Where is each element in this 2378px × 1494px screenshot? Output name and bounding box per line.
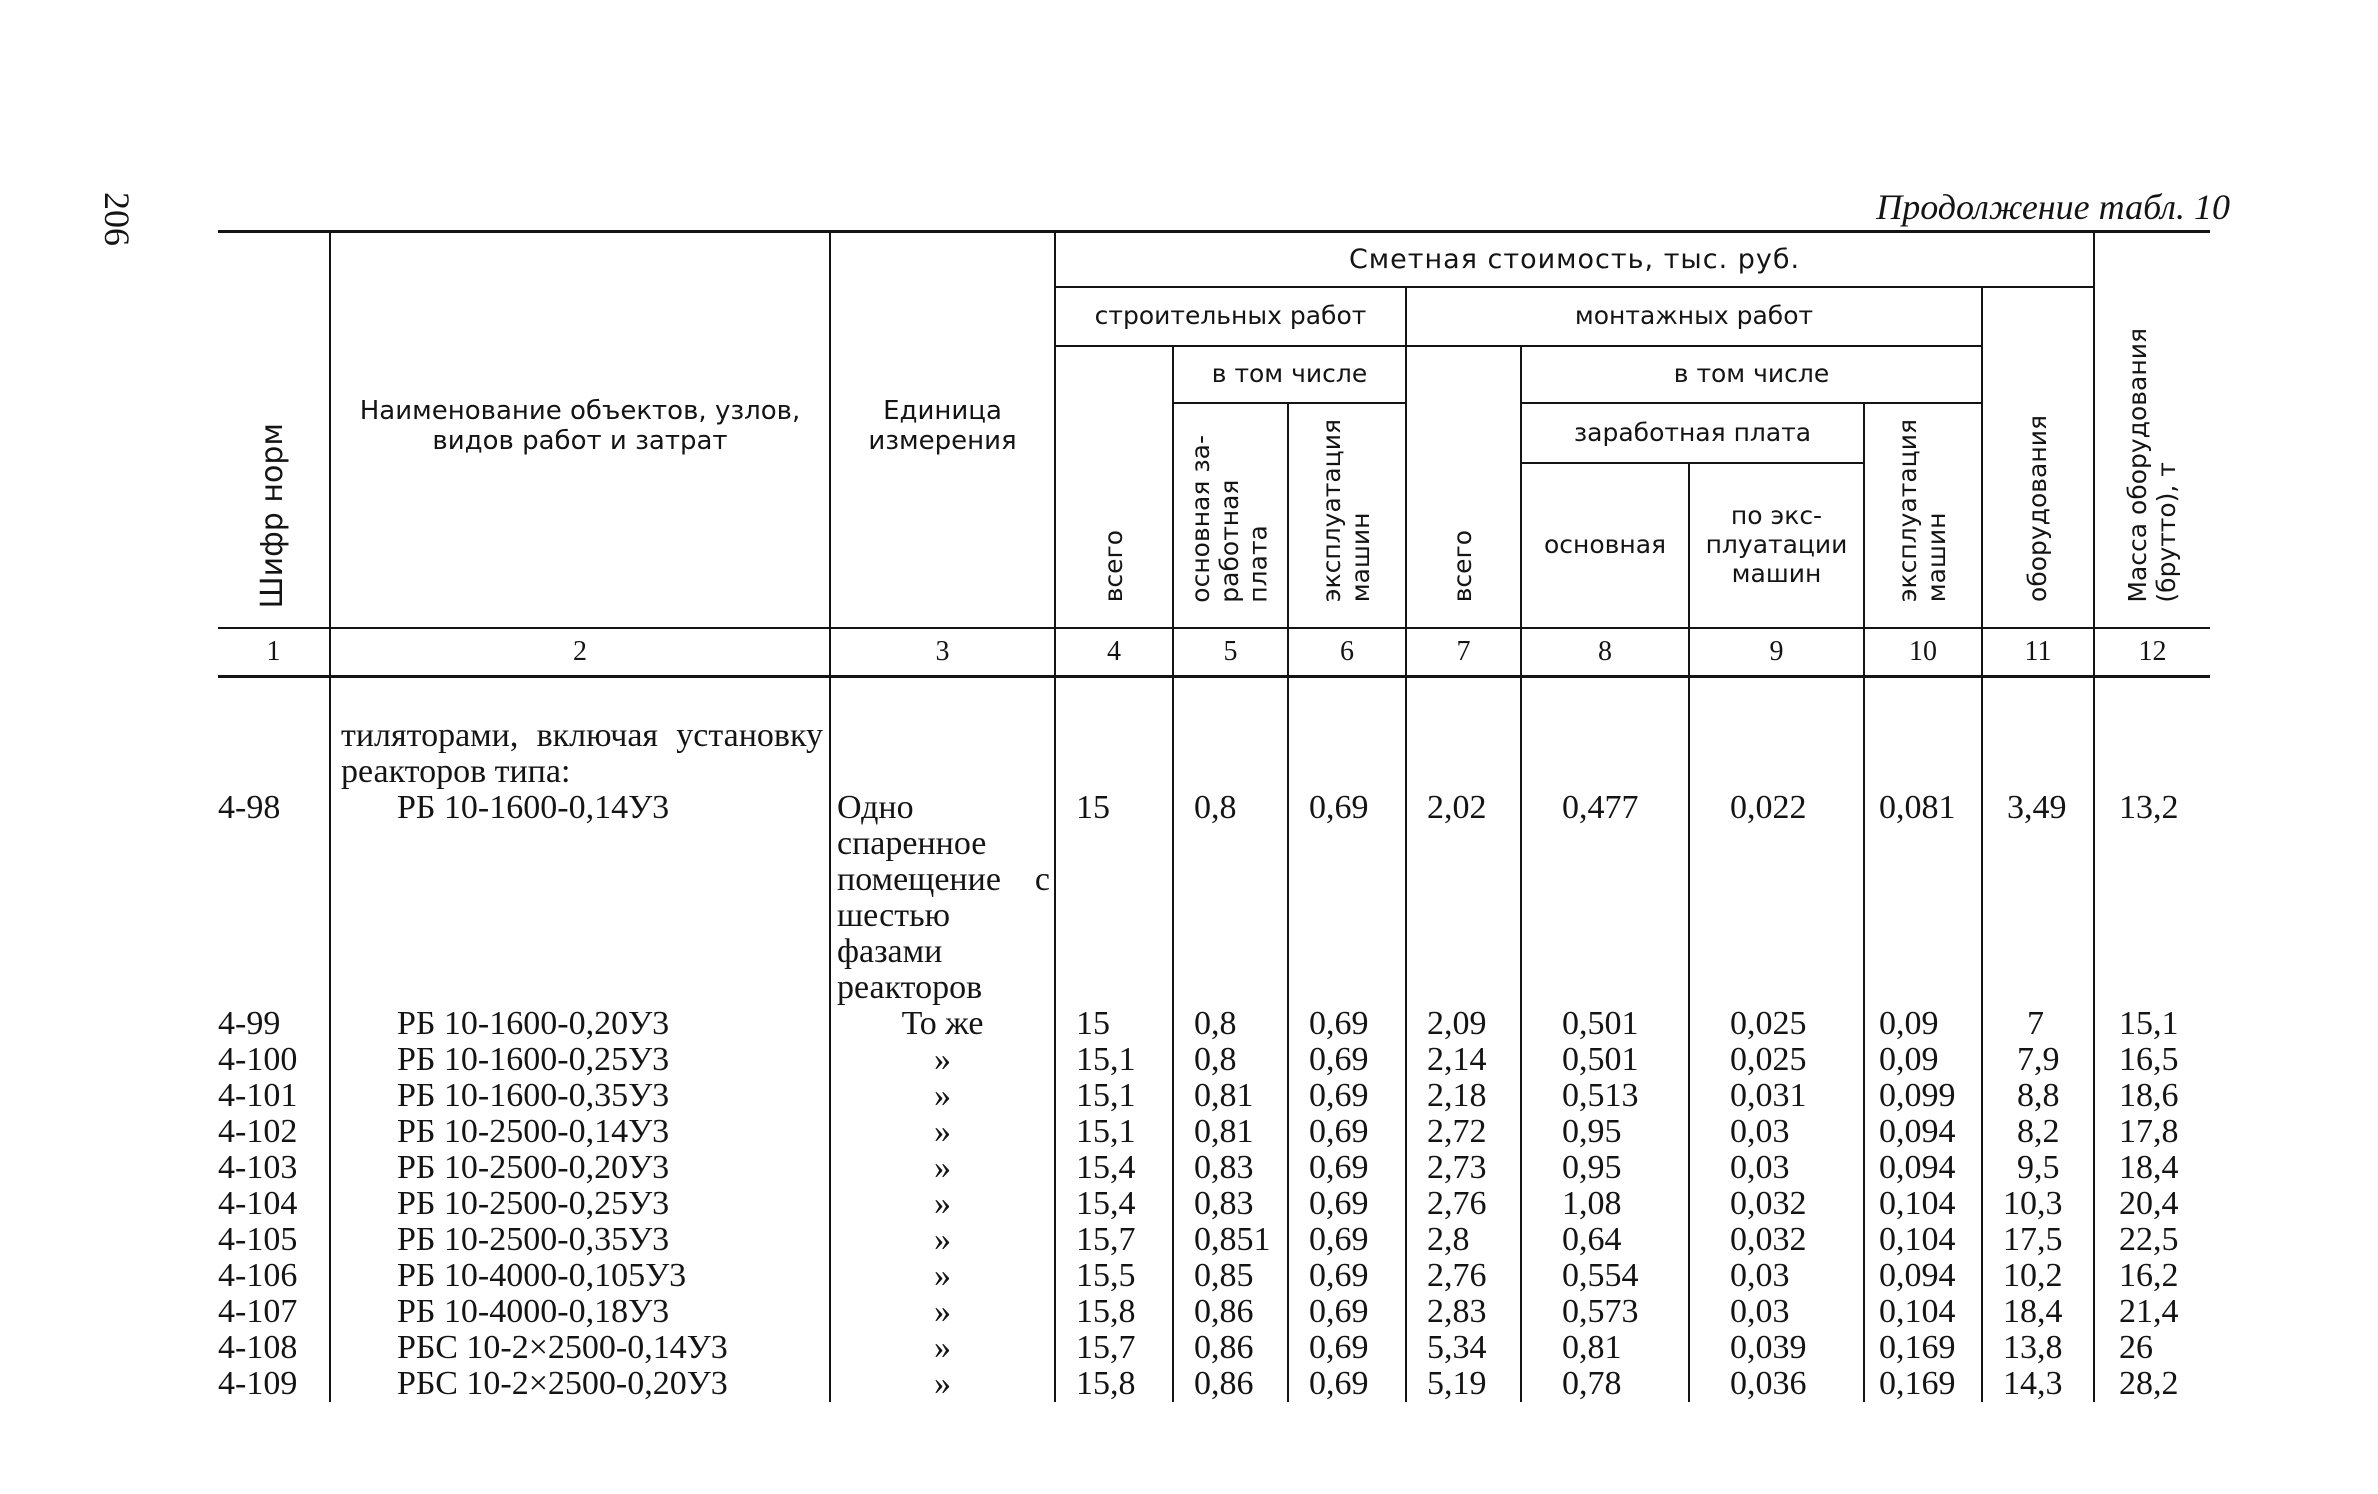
row-code: 4-109 — [218, 1365, 298, 1402]
row-c8: 0,78 — [1521, 1366, 1689, 1402]
row-c9: 0,039 — [1689, 1330, 1864, 1366]
row-c4: 15,7 — [1055, 1330, 1173, 1366]
header-c7-label: всего — [1448, 529, 1478, 603]
row-c6: 0,69 — [1288, 1222, 1406, 1258]
header-incl-a: в том числе — [1173, 346, 1406, 403]
row-name: РБ 10-1600-0,35У3 — [330, 1078, 830, 1114]
intro-text: тиляторами, включая установку реакторов типа: — [330, 677, 830, 791]
row-unit: Одно спаренное помещение с шестью фазами реакторов — [830, 790, 1055, 1006]
row-c12: 16,5 — [2094, 1042, 2210, 1078]
header-c5 — [1173, 403, 1288, 628]
row-c5: 0,86 — [1173, 1330, 1288, 1366]
row-c8: 0,64 — [1521, 1222, 1689, 1258]
row-name: РБ 10-4000-0,18У3 — [330, 1294, 830, 1330]
row-c5: 0,81 — [1173, 1078, 1288, 1114]
row-code: 4-102 — [218, 1113, 298, 1150]
row-c12: 15,1 — [2094, 1006, 2210, 1042]
row-name: РБС 10-2×2500-0,20У3 — [330, 1366, 830, 1402]
row-c8: 0,573 — [1521, 1294, 1689, 1330]
table-row — [218, 1222, 2210, 1258]
row-c4: 15,4 — [1055, 1186, 1173, 1222]
row-code: 4-104 — [218, 1185, 298, 1222]
row-c4: 15 — [1055, 1006, 1173, 1042]
table-row — [218, 1294, 2210, 1330]
row-code: 4-105 — [218, 1221, 298, 1258]
row-c11: 10,2 — [1982, 1258, 2094, 1294]
row-name: РБ 10-2500-0,25У3 — [330, 1186, 830, 1222]
row-code: 4-107 — [218, 1293, 298, 1330]
header-c11 — [1982, 287, 2094, 629]
table-row — [218, 1042, 2210, 1078]
row-c5: 0,851 — [1173, 1222, 1288, 1258]
header-code-label: Шифр норм — [255, 422, 291, 609]
page-number: 206 — [97, 192, 137, 246]
row-name: РБ 10-1600-0,25У3 — [330, 1042, 830, 1078]
row-c10: 0,094 — [1864, 1150, 1982, 1186]
row-c8: 0,477 — [1521, 790, 1689, 1006]
row-c10: 0,104 — [1864, 1222, 1982, 1258]
row-c7: 2,02 — [1406, 790, 1521, 1006]
row-c5: 0,86 — [1173, 1294, 1288, 1330]
colnum: 5 — [1173, 628, 1288, 677]
row-unit: » — [830, 1294, 1055, 1330]
row-c9: 0,032 — [1689, 1222, 1864, 1258]
colnum: 7 — [1406, 628, 1521, 677]
header-wages: заработная плата — [1521, 403, 1864, 463]
colnum: 2 — [330, 628, 830, 677]
cost-table-grid — [218, 230, 2210, 1402]
header-incl-b: в том числе — [1521, 346, 1982, 403]
row-unit: » — [830, 1222, 1055, 1258]
row-c11: 7,9 — [1982, 1042, 2094, 1078]
row-c12: 17,8 — [2094, 1114, 2210, 1150]
row-c11: 7 — [1982, 1006, 2094, 1042]
row-c5: 0,85 — [1173, 1258, 1288, 1294]
row-c12: 28,2 — [2094, 1366, 2210, 1402]
row-unit: » — [830, 1258, 1055, 1294]
row-c11: 17,5 — [1982, 1222, 2094, 1258]
row-c7: 2,14 — [1406, 1042, 1521, 1078]
header-install: монтажных работ — [1406, 287, 1982, 347]
row-c7: 2,18 — [1406, 1078, 1521, 1114]
table-header — [218, 232, 2210, 629]
row-c5: 0,8 — [1173, 1042, 1288, 1078]
row-c4: 15,8 — [1055, 1294, 1173, 1330]
header-c6-label: эксплуатация машин — [1317, 419, 1375, 603]
header-cost-group: Сметная стоимость, тыс. руб. — [1055, 232, 2094, 287]
row-code: 4-108 — [218, 1329, 298, 1366]
row-code: 4-101 — [218, 1077, 298, 1114]
table-row — [218, 1150, 2210, 1186]
header-construction: строительных работ — [1055, 287, 1406, 347]
table-row — [218, 1186, 2210, 1222]
row-c6: 0,69 — [1288, 1114, 1406, 1150]
row-c4: 15,1 — [1055, 1114, 1173, 1150]
row-c6: 0,69 — [1288, 1078, 1406, 1114]
table-row — [218, 1078, 2210, 1114]
row-unit: » — [830, 1078, 1055, 1114]
row-c7: 5,19 — [1406, 1366, 1521, 1402]
row-c8: 0,95 — [1521, 1114, 1689, 1150]
row-c7: 5,34 — [1406, 1330, 1521, 1366]
row-c6: 0,69 — [1288, 790, 1406, 1006]
row-c10: 0,09 — [1864, 1006, 1982, 1042]
row-c6: 0,69 — [1288, 1150, 1406, 1186]
row-c10: 0,09 — [1864, 1042, 1982, 1078]
colnum: 4 — [1055, 628, 1173, 677]
row-code: 4-99 — [218, 1005, 281, 1042]
row-c8: 0,501 — [1521, 1042, 1689, 1078]
row-c8: 0,501 — [1521, 1006, 1689, 1042]
row-c12: 18,4 — [2094, 1150, 2210, 1186]
row-c9: 0,025 — [1689, 1042, 1864, 1078]
row-c9: 0,025 — [1689, 1006, 1864, 1042]
row-c9: 0,036 — [1689, 1366, 1864, 1402]
row-c6: 0,69 — [1288, 1186, 1406, 1222]
row-c11: 13,8 — [1982, 1330, 2094, 1366]
row-unit: То же — [830, 1006, 1055, 1042]
row-c7: 2,76 — [1406, 1258, 1521, 1294]
table-body — [218, 677, 2210, 1403]
colnum: 10 — [1864, 628, 1982, 677]
row-c4: 15,7 — [1055, 1222, 1173, 1258]
row-c4: 15 — [1055, 790, 1173, 1006]
colnum: 9 — [1689, 628, 1864, 677]
header-c12 — [2094, 232, 2210, 629]
header-c11-label: оборудования — [2022, 415, 2052, 603]
row-c10: 0,169 — [1864, 1330, 1982, 1366]
row-c11: 18,4 — [1982, 1294, 2094, 1330]
header-c10 — [1864, 403, 1982, 628]
intro-row — [218, 677, 2210, 791]
row-c10: 0,099 — [1864, 1078, 1982, 1114]
table-row — [218, 1006, 2210, 1042]
row-c8: 0,513 — [1521, 1078, 1689, 1114]
row-c10: 0,094 — [1864, 1114, 1982, 1150]
row-name: РБС 10-2×2500-0,14У3 — [330, 1330, 830, 1366]
row-c8: 0,81 — [1521, 1330, 1689, 1366]
header-c5-label: основная за- работная плата — [1186, 434, 1273, 603]
row-c9: 0,03 — [1689, 1258, 1864, 1294]
row-c6: 0,69 — [1288, 1258, 1406, 1294]
table-row — [218, 1330, 2210, 1366]
colnum: 6 — [1288, 628, 1406, 677]
row-c12: 18,6 — [2094, 1078, 2210, 1114]
cost-table — [218, 230, 2210, 1402]
header-c4 — [1055, 346, 1173, 628]
header-name — [330, 232, 830, 629]
row-unit: » — [830, 1114, 1055, 1150]
row-c9: 0,022 — [1689, 790, 1864, 1006]
column-number-row — [218, 628, 2210, 677]
row-c5: 0,81 — [1173, 1114, 1288, 1150]
row-c4: 15,8 — [1055, 1366, 1173, 1402]
row-name: РБ 10-2500-0,14У3 — [330, 1114, 830, 1150]
colnum: 11 — [1982, 628, 2094, 677]
header-c7 — [1406, 346, 1521, 628]
row-c11: 10,3 — [1982, 1186, 2094, 1222]
row-name: РБ 10-2500-0,35У3 — [330, 1222, 830, 1258]
row-c4: 15,5 — [1055, 1258, 1173, 1294]
row-c12: 20,4 — [2094, 1186, 2210, 1222]
row-unit: » — [830, 1186, 1055, 1222]
row-c5: 0,83 — [1173, 1150, 1288, 1186]
row-code: 4-100 — [218, 1041, 298, 1078]
row-c4: 15,4 — [1055, 1150, 1173, 1186]
header-c8: основная — [1521, 463, 1689, 628]
row-c10: 0,169 — [1864, 1366, 1982, 1402]
header-c10-label: эксплуатация машин — [1893, 419, 1951, 603]
row-c10: 0,104 — [1864, 1294, 1982, 1330]
row-c6: 0,69 — [1288, 1294, 1406, 1330]
row-c7: 2,76 — [1406, 1186, 1521, 1222]
row-c12: 22,5 — [2094, 1222, 2210, 1258]
row-unit: » — [830, 1330, 1055, 1366]
row-c8: 0,554 — [1521, 1258, 1689, 1294]
row-name: РБ 10-2500-0,20У3 — [330, 1150, 830, 1186]
row-c7: 2,73 — [1406, 1150, 1521, 1186]
colnum: 1 — [218, 628, 330, 677]
row-c9: 0,032 — [1689, 1186, 1864, 1222]
row-c7: 2,09 — [1406, 1006, 1521, 1042]
row-c10: 0,104 — [1864, 1186, 1982, 1222]
table-row — [218, 1114, 2210, 1150]
row-c12: 16,2 — [2094, 1258, 2210, 1294]
row-c4: 15,1 — [1055, 1078, 1173, 1114]
header-code — [218, 232, 330, 629]
row-c6: 0,69 — [1288, 1330, 1406, 1366]
row-unit: » — [830, 1366, 1055, 1402]
header-unit-label: Единица измерения — [868, 396, 1017, 456]
table-caption: Продолжение табл. 10 — [1876, 187, 2230, 227]
row-c5: 0,83 — [1173, 1186, 1288, 1222]
row-c9: 0,03 — [1689, 1294, 1864, 1330]
row-code: 4-98 — [218, 789, 281, 826]
row-c11: 14,3 — [1982, 1366, 2094, 1402]
row-code: 4-106 — [218, 1257, 298, 1294]
row-c11: 9,5 — [1982, 1150, 2094, 1186]
header-c9: по экс- плуатации машин — [1689, 463, 1864, 628]
row-c11: 8,2 — [1982, 1114, 2094, 1150]
row-c7: 2,72 — [1406, 1114, 1521, 1150]
table-row — [218, 1258, 2210, 1294]
colnum: 3 — [830, 628, 1055, 677]
row-c5: 0,8 — [1173, 790, 1288, 1006]
row-c6: 0,69 — [1288, 1006, 1406, 1042]
row-c8: 1,08 — [1521, 1186, 1689, 1222]
header-name-label: Наименование объектов, узлов, видов работ и затрат — [359, 396, 801, 456]
row-c11: 3,49 — [1982, 790, 2094, 1006]
table-row — [218, 1366, 2210, 1402]
row-c6: 0,69 — [1288, 1366, 1406, 1402]
colnum: 8 — [1521, 628, 1689, 677]
header-unit — [830, 232, 1055, 629]
row-c9: 0,03 — [1689, 1114, 1864, 1150]
row-c10: 0,094 — [1864, 1258, 1982, 1294]
row-c11: 8,8 — [1982, 1078, 2094, 1114]
row-c6: 0,69 — [1288, 1042, 1406, 1078]
header-c12-label: Масса оборудования (брутто), т — [2122, 327, 2181, 603]
row-c10: 0,081 — [1864, 790, 1982, 1006]
row-c8: 0,95 — [1521, 1150, 1689, 1186]
row-c12: 13,2 — [2094, 790, 2210, 1006]
row-c7: 2,8 — [1406, 1222, 1521, 1258]
header-c4-label: всего — [1098, 529, 1128, 603]
row-c12: 26 — [2094, 1330, 2210, 1366]
row-name: РБ 10-4000-0,105У3 — [330, 1258, 830, 1294]
table-row — [218, 790, 2210, 1006]
row-c12: 21,4 — [2094, 1294, 2210, 1330]
row-c9: 0,031 — [1689, 1078, 1864, 1114]
row-c5: 0,86 — [1173, 1366, 1288, 1402]
row-c5: 0,8 — [1173, 1006, 1288, 1042]
row-c9: 0,03 — [1689, 1150, 1864, 1186]
row-c7: 2,83 — [1406, 1294, 1521, 1330]
row-c4: 15,1 — [1055, 1042, 1173, 1078]
header-c6 — [1288, 403, 1406, 628]
colnum: 12 — [2094, 628, 2210, 677]
row-name: РБ 10-1600-0,20У3 — [330, 1006, 830, 1042]
row-unit: » — [830, 1150, 1055, 1186]
row-unit: » — [830, 1042, 1055, 1078]
row-name: РБ 10-1600-0,14У3 — [330, 790, 830, 1006]
row-code: 4-103 — [218, 1149, 298, 1186]
